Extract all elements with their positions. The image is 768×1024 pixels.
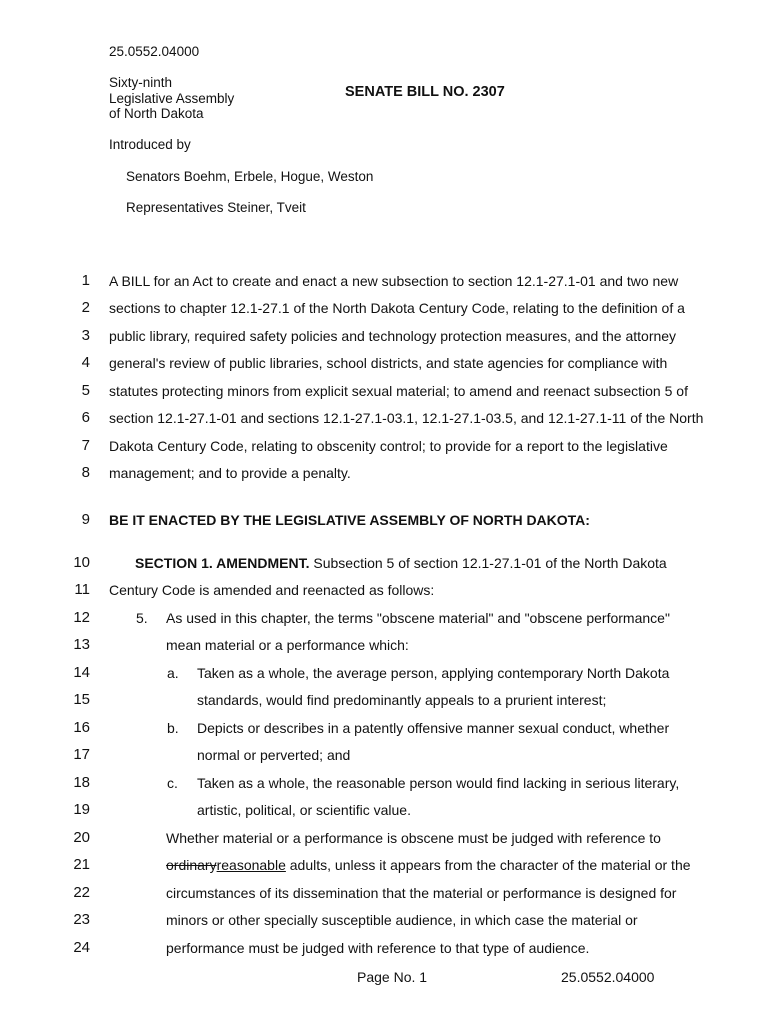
line-number: 10 (73, 554, 90, 571)
line-text: Whether material or a performance is obscene must be judged with reference to (166, 830, 661, 846)
line-number: 3 (81, 327, 90, 344)
line-text: management; and to provide a penalty. (109, 465, 351, 481)
line-number: 8 (81, 464, 90, 481)
line-text: Depicts or describes in a patently offensive manner sexual conduct, whether (197, 720, 670, 736)
footer-document-id: 25.0552.04000 (561, 969, 655, 985)
line-number: 12 (73, 609, 90, 626)
line-text: artistic, political, or scientific value. (197, 802, 411, 818)
line-text: performance must be judged with reference to that type of audience. (166, 940, 590, 956)
bill-title: SENATE BILL NO. 2307 (345, 84, 505, 100)
line-number: 11 (74, 581, 90, 598)
struck-text: ordinary (166, 857, 217, 873)
line-text: minors or other specially susceptible audience, in which case the material or (166, 912, 638, 928)
line-text: circumstances of its dissemination that the material or performance is designed for (166, 885, 677, 901)
line-text: public library, required safety policies and technology protection measures, and the attorney (109, 328, 677, 344)
line-text: section 12.1-27.1-01 and sections 12.1-27.1-03.1, 12.1-27.1-03.5, and 12.1-27.1-11 of the North (109, 410, 704, 426)
line-text: Subsection 5 of section 12.1-27.1-01 of the North Dakota (309, 555, 667, 571)
representatives: Representatives Steiner, Tveit (126, 200, 306, 215)
line-number: 5 (81, 382, 90, 399)
line-number: 24 (73, 939, 90, 956)
line-number: 14 (73, 664, 90, 681)
line-number: 9 (81, 511, 90, 528)
line-text: standards, would find predominantly appeals to a prurient interest; (197, 692, 607, 708)
line-number: 16 (73, 719, 90, 736)
enacting-clause: BE IT ENACTED BY THE LEGISLATIVE ASSEMBLY OF NORTH DAKOTA: (109, 512, 590, 528)
page-number: Page No. 1 (357, 969, 428, 985)
line-number: 19 (73, 801, 90, 818)
line-number: 21 (73, 856, 90, 873)
line-number: 18 (73, 774, 90, 791)
list-marker: c. (167, 775, 178, 791)
line-number: 6 (81, 409, 90, 426)
assembly-line-3: of North Dakota (109, 106, 204, 121)
assembly-line-1: Sixty-ninth (109, 75, 173, 90)
section-heading-line (135, 553, 667, 573)
line-text: Taken as a whole, the reasonable person would find lacking in serious literary, (197, 775, 680, 791)
line-number: 20 (73, 829, 90, 846)
list-marker: a. (167, 665, 179, 681)
line-number: 4 (81, 354, 90, 371)
line-number: 17 (73, 746, 90, 763)
subsection-marker: 5. (136, 610, 148, 626)
line-number: 15 (73, 691, 90, 708)
line-number: 22 (73, 884, 90, 901)
line-text: Century Code is amended and reenacted as follows: (109, 582, 435, 598)
amended-line (166, 855, 691, 875)
line-number: 1 (81, 272, 90, 289)
line-number: 2 (81, 299, 90, 316)
document-id: 25.0552.04000 (109, 44, 200, 59)
list-marker: b. (167, 720, 179, 736)
line-text: general's review of public libraries, school districts, and state agencies for compliance with (109, 355, 668, 371)
assembly-line-2: Legislative Assembly (109, 91, 235, 106)
introduced-by: Introduced by (109, 137, 191, 152)
line-text: A BILL for an Act to create and enact a new subsection to section 12.1-27.1-01 and two new (109, 273, 679, 289)
line-text: statutes protecting minors from explicit sexual material; to amend and reenact subsection 5 of (109, 383, 688, 399)
line-text: As used in this chapter, the terms "obscene material" and "obscene performance" (166, 610, 670, 626)
line-text: mean material or a performance which: (166, 637, 409, 653)
line-number: 23 (73, 911, 90, 928)
inserted-text: reasonable (216, 857, 286, 873)
senators: Senators Boehm, Erbele, Hogue, Weston (126, 169, 374, 184)
section-heading: SECTION 1. AMENDMENT. (135, 555, 310, 571)
line-text: sections to chapter 12.1-27.1 of the North Dakota Century Code, relating to the definition of a (109, 300, 685, 316)
line-number: 7 (81, 437, 90, 454)
line-number: 13 (73, 636, 90, 653)
line-text: normal or perverted; and (197, 747, 351, 763)
line-text: adults, unless it appears from the character of the material or the (285, 857, 691, 873)
line-text: Taken as a whole, the average person, applying contemporary North Dakota (197, 665, 670, 681)
line-text: Dakota Century Code, relating to obscenity control; to provide for a report to the legislative (109, 438, 668, 454)
